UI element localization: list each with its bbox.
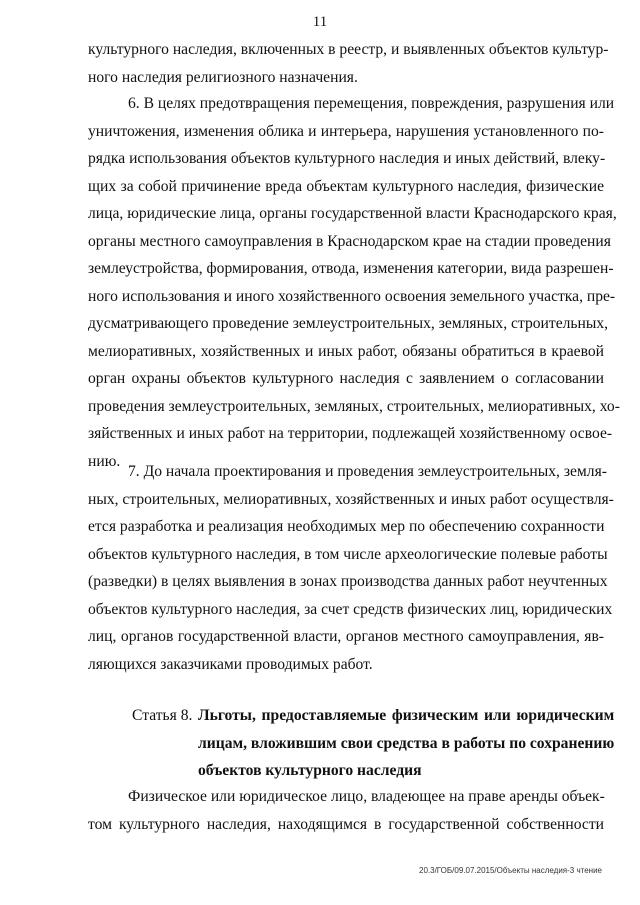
- text-line: уничтожения, изменения облика и интерьера, нарушения установленного по-: [88, 122, 604, 140]
- text-line: нию.: [88, 452, 121, 470]
- article-8-heading: [132, 702, 615, 779]
- text-line: рядка использования объектов культурного наследия и иных действий, влеку-: [88, 150, 606, 167]
- continuation-paragraph: [88, 36, 609, 91]
- article-8-body: [88, 783, 604, 838]
- text-line: ного наследия религиозного назначения.: [88, 68, 358, 86]
- text-line: (разведки) в целях выявления в зонах производства данных работ неучтенных: [88, 573, 608, 590]
- text-line: землеустройства, формирования, отвода, изменения категории, вида разрешен-: [88, 260, 614, 277]
- text-line: зяйственных и иных работ на территории, подлежащей хозяйственному освое-: [88, 425, 613, 442]
- text-line: дусматривающего проведение землеустроительных, земляных, строительных,: [88, 315, 609, 332]
- text-line: ется разработка и реализация необходимых мер по обеспечению сохранности: [88, 518, 605, 535]
- text-line: проведения землеустроительных, земляных, строительных, мелиоративных, хо-: [88, 397, 620, 415]
- text-line: щих за собой причинение вреда объектам культурного наследия, физические: [88, 177, 604, 195]
- text-line: 6. В целях предотвращения перемещения, повреждения, разрушения или: [128, 95, 615, 112]
- text-line: лица, юридические лица, органы государственной власти Краснодарского края,: [88, 205, 617, 222]
- text-line: объектов культурного наследия, за счет средств физических лиц, юридических: [88, 600, 613, 618]
- text-line: органы местного самоуправления в Краснодарском крае на стадии проведения: [88, 232, 611, 250]
- page-number: 11: [312, 14, 328, 30]
- text-line: том культурного наследия, находящимся в государственной собственности: [88, 815, 604, 833]
- article-title-line: лицам, вложившим свои средства в работы по сохранению: [198, 734, 615, 752]
- text-line: ного использования и иного хозяйственного освоения земельного участка, пре-: [88, 287, 616, 305]
- footer-document-id: 20.3/ГОБ/09.07.2015/Объекты наследия-3 чтение: [419, 866, 602, 875]
- article-title: [198, 702, 615, 779]
- text-line: орган охраны объектов культурного наследия с заявлением о согласовании: [88, 370, 604, 387]
- article-label: Статья 8.: [132, 707, 193, 724]
- text-line: ляющихся заказчиками проводимых работ.: [88, 655, 373, 673]
- text-line: лиц, органов государственной власти, органов местного самоуправления, яв-: [88, 628, 604, 645]
- text-line: ных, строительных, мелиоративных, хозяйственных и иных работ осуществля-: [88, 490, 614, 508]
- article-title-line: объектов культурного наследия: [198, 762, 422, 779]
- paragraph-item-6: [88, 90, 620, 475]
- text-line: культурного наследия, включенных в реестр, и выявленных объектов культур-: [88, 41, 609, 58]
- text-line: Физическое или юридическое лицо, владеющее на праве аренды объек-: [128, 788, 605, 805]
- text-line: 7. До начала проектирования и проведения землеустроительных, земля-: [128, 463, 607, 480]
- text-line: объектов культурного наследия, в том числе археологические полевые работы: [88, 545, 608, 563]
- text-line: мелиоративных, хозяйственных и иных работ, обязаны обратиться в краевой: [88, 342, 604, 360]
- paragraph-item-7: [88, 458, 614, 678]
- article-title-line: Льготы, предоставляемые физическим или юридическим: [198, 707, 615, 724]
